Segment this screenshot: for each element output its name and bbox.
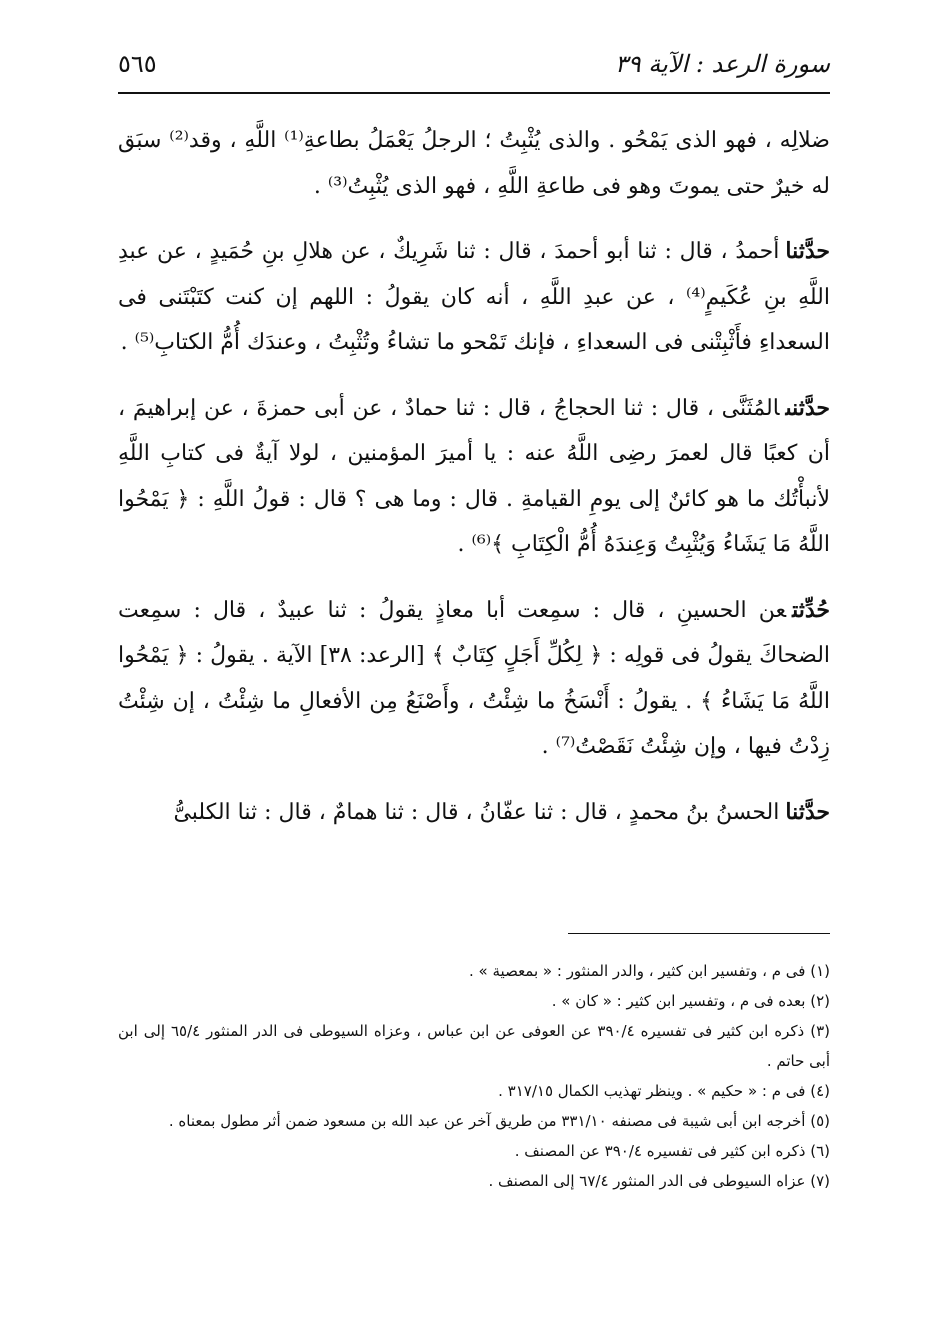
paragraph-text: الحسنُ بنُ محمدٍ ، قال : ثنا عفّانُ ، قال : ثنا همامٌ ، قال : ثنا الكلبىُّ: [173, 799, 780, 825]
narration-opener: حدَّثنى: [785, 394, 830, 421]
footnote-rule: [568, 933, 830, 934]
footnote: (١) فى م ، وتفسير ابن كثير ، والدر المنثور : « بمعصية » .: [469, 962, 830, 980]
paragraph: [118, 118, 830, 209]
narration-opener: حدَّثنا: [785, 238, 830, 264]
footnote: (٥) أخرجه ابن أبى شيبة فى مصنفه ٣٣١/١٠ من طريق آخر عن عبد الله بن مسعود ضمن أثر مطول بمعناه .: [168, 1112, 830, 1130]
page-number: ٥٦٥: [118, 50, 157, 78]
paragraph-text: ضلالِه ، فهو الذى يَمْحُو . والذى يُثْبِتُ ؛ الرجلُ يَعْمَلُ بطاعةِ⁽¹⁾ اللَّهِ ، وقد⁽²⁾ سبَق له خيرٌ حتى يموتَ وهو فى طاعةِ اللَّهِ ، فهو الذى يُثْبِتُ⁽³⁾ .: [118, 128, 830, 199]
header-rule: [118, 92, 830, 94]
running-title: سورة الرعد : الآية ٣٩: [614, 50, 830, 78]
paragraph-text: أحمدُ ، قال : ثنا أبو أحمدَ ، قال : ثنا شَرِيكٌ ، عن هلالِ بنِ حُمَيدٍ ، عن عبدِ اللَّهِ بنِ عُكَيمٍ⁽⁴⁾ ، عن عبدِ اللَّهِ ، أنه كان يقولُ : اللهم إن كنت كتَبْتَنى فى السعداءِ فأَثْبِتْنى فى السعداءِ ، فإنك تَمْحو ما تشاءُ وتُثْبِتُ ، وعندَك أُمُّ الكتابِ⁽⁵⁾ .: [118, 239, 830, 355]
narration-opener: حدَّثنا: [785, 798, 830, 825]
footnotes: [118, 956, 830, 1296]
paragraph: [118, 790, 830, 836]
main-text: [118, 118, 830, 910]
paragraph-text: المُثَنَّى ، قال : ثنا الحجاجُ ، قال : ثنا حمادٌ ، عن أبى حمزةَ ، عن إبراهيمَ ، أن كعبًا قال لعمرَ رضِى اللَّهُ عنه : يا أميرَ المؤمنين ، لولا آيةٌ فى كتابِ اللَّهِ لأنبأْتُك ما هو كائنٌ إلى يومِ القيامةِ . قال : وما هى ؟ قال : قولُ اللَّهِ : ﴿ يَمْحُوا اللَّهُ مَا يَشَاءُ وَيُثْبِتُ وَعِندَهُ أُمُّ الْكِتَابِ ﴾⁽⁶⁾ .: [118, 395, 830, 557]
paragraph: [118, 229, 830, 366]
footnote: (٤) فى م : « حكيم » . وينظر تهذيب الكمال ٣١٧/١٥ .: [498, 1082, 830, 1100]
paragraph-text: عن الحسينِ ، قال : سمِعت أبا معاذٍ يقولُ : ثنا عبيدٌ ، قال : سمِعت الضحاكَ يقولُ فى قولِه : ﴿ لِكُلِّ أَجَلٍ كِتَابٌ ﴾ [الرعد: ٣٨] الآية . يقولُ : ﴿ يَمْحُوا اللَّهُ مَا يَشَاءُ ﴾ . يقولُ : أَنْسَخُ ما شِئْتُ ، وأَصْنَعُ مِن الأفعالِ ما شِئْتُ ، إن شِئْتُ زِدْتُ فيها ، وإن شِئْتُ نَقَصْتُ⁽⁷⁾ .: [118, 597, 830, 759]
paragraph: [118, 588, 830, 770]
footnote: (٣) ذكره ابن كثير فى تفسيره ٣٩٠/٤ عن العوفى عن ابن عباس ، وعزاه السيوطى فى الدر المنثور ٦٥/٤ إلى ابن أبى حاتم .: [118, 1022, 830, 1070]
footnote: (٢) بعده فى م ، وتفسير ابن كثير : « كان » .: [551, 992, 830, 1010]
footnote: (٧) عزاه السيوطى فى الدر المنثور ٦٧/٤ إلى المصنف .: [488, 1172, 830, 1190]
narration-opener: حُدِّثت: [792, 596, 830, 623]
footnote: (٦) ذكره ابن كثير فى تفسيره ٣٩٠/٤ عن المصنف .: [514, 1142, 830, 1160]
paragraph: [118, 386, 830, 568]
running-header: [118, 42, 830, 86]
